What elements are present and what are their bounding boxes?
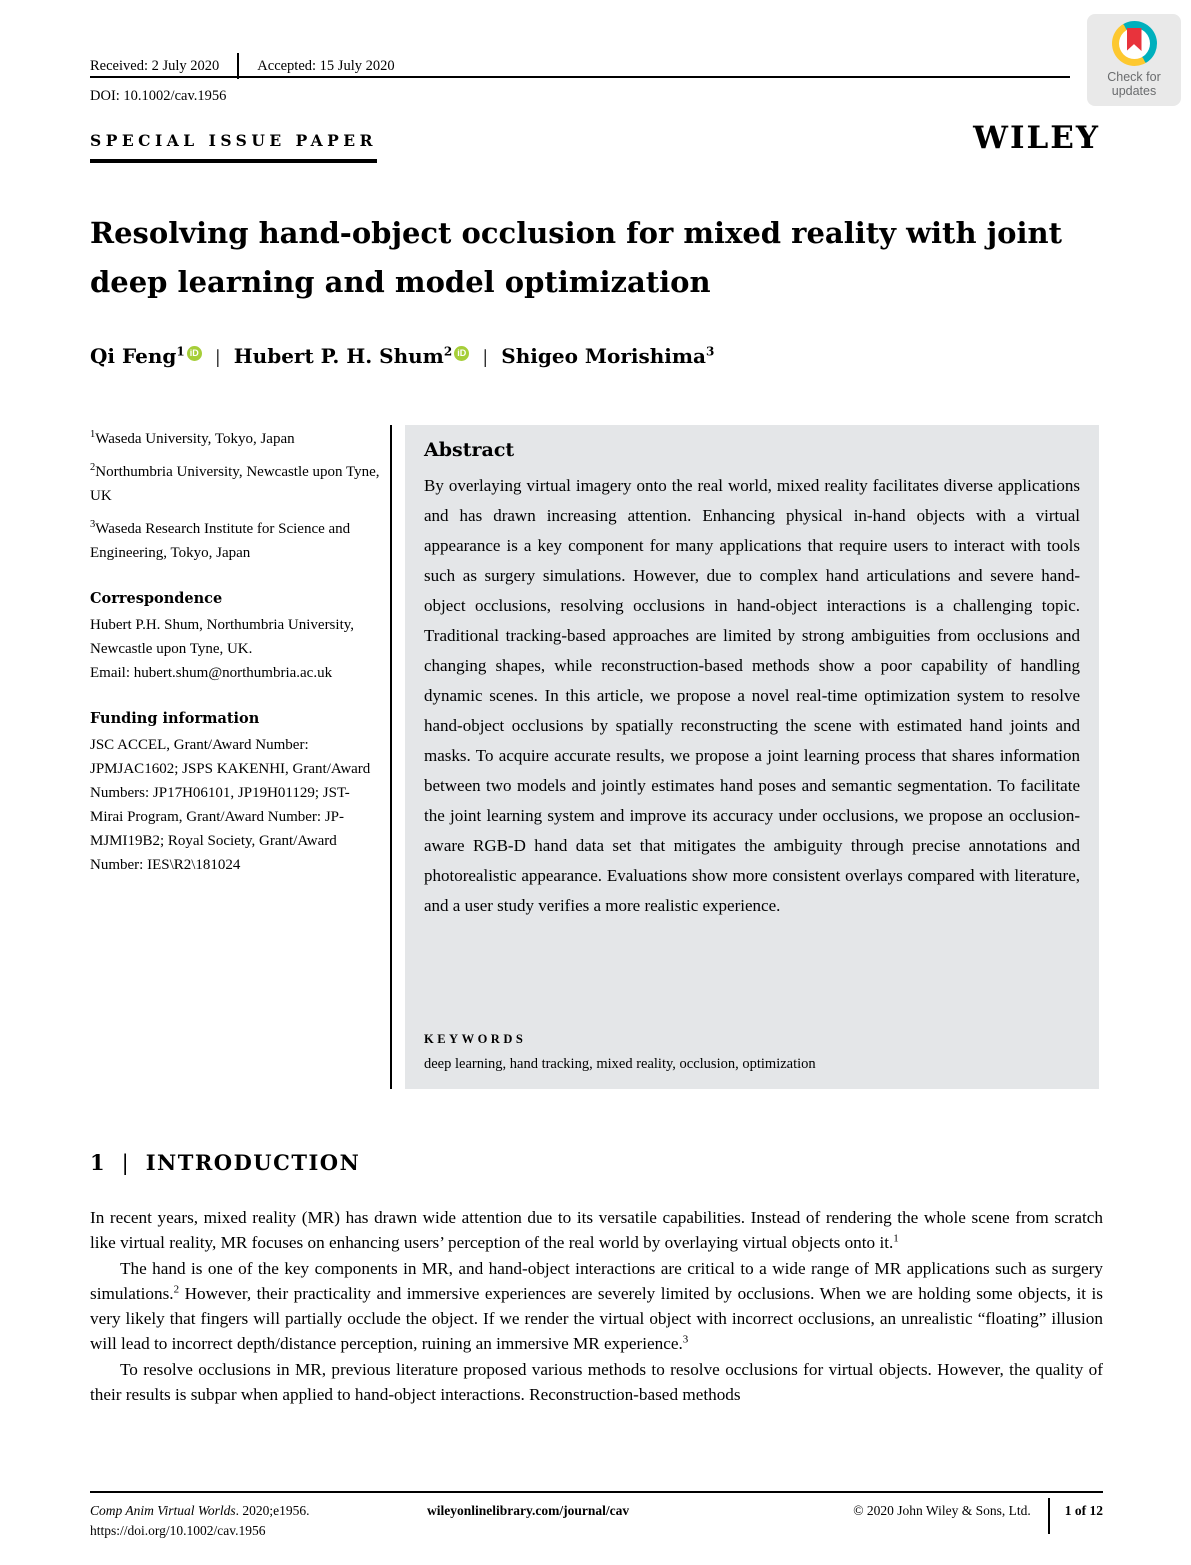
received-date: Received: 2 July 2020 [90, 57, 220, 74]
affiliation-item [90, 456, 382, 508]
section-separator: | [121, 1151, 129, 1175]
correspondence-body: Hubert P.H. Shum, Northumbria University, Newcastle upon Tyne, UK. [90, 617, 355, 657]
affiliation-text: Waseda University, Tokyo, Japan [95, 431, 295, 447]
affiliation-sup: 2 [90, 462, 96, 473]
body-paragraph: In recent years, mixed reality (MR) has drawn wide attention due to its versatile capabilities. Instead of rendering the whole scene from scratch like virtual reality, MR focuses on enhancing users’ perception of the real world by overlaying virtual objects onto it.$^1$ [90, 1208, 1103, 1253]
body-paragraph: The hand is one of the key components in MR, and hand-object interactions are critical to a wide range of MR applications such as surgery simulations.$^2$ However, their practicality and immersive experiences are severely limited by occlusions. When we are holding some objects, it is very likely that fingers will partially occlude the object. If we render the virtual object with incorrect occlusions, an unrealistic “floating” illusion will lead to incorrect depth/distance perception, ruining an immersive MR experience.$^3$ [90, 1258, 1103, 1354]
footer-right [853, 1501, 1103, 1541]
author-separator: | [214, 347, 221, 368]
header-rule [90, 76, 1070, 78]
abstract-body: By overlaying virtual imagery onto the real world, mixed reality facilitates diverse applications and has drawn increasing attention. Enhancing physical in-hand objects with a virtual appearance is a key component for many applications that require users to interact with tools such as surgery simulations. However, due to complex hand articulations and severe hand-object occlusions, resolving occlusions in hand-object interactions is a challenging topic. Traditional tracking-based approaches are limited by strong ambiguities from occlusions and changing shapes, while reconstruction-based methods show a poor capability of handling dynamic scenes. In this article, we propose a novel real-time optimization system to resolve hand-object occlusions by spatially reconstructing the scene with estimated hand joints and masks. To acquire accurate results, we propose a joint learning process that shares information between two models and jointly estimates hand poses and semantic segmentation. To facilitate the joint learning system and improve its accuracy under occlusions, we propose an occlusion-aware RGB-D hand data set that mitigates the ambiguity through precise annotations and photorealistic appearance. Evaluations show more consistent overlays compared with literature, and a user study verifies a more realistic experience. [424, 476, 1080, 915]
section-title: INTRODUCTION [145, 1150, 361, 1175]
author-name: Hubert P. H. Shum [233, 344, 444, 368]
funding-body: JSC ACCEL, Grant/Award Number: JPMJAC1602; JSPS KAKENHI, Grant/Award Numbers: JP17H06101, JP19H01129; JST-Mirai Program, Grant/Award Number: JP-MJMI19B2; Royal Society, Grant/Award Number: IES\R2\181024 [90, 737, 371, 873]
crossmark-icon [1112, 21, 1157, 66]
footer-journal-link[interactable]: wileyonlinelibrary.com/journal/cav [427, 1503, 630, 1518]
author-name: Shigeo Morishima [501, 344, 707, 368]
accepted-date: Accepted: 15 July 2020 [257, 57, 395, 74]
footer-citation-line [90, 1501, 427, 1521]
keywords-heading: KEYWORDS [424, 1032, 527, 1046]
author-affiliation-sup: 3 [706, 344, 715, 359]
author-affiliation-sup: 2 [443, 344, 453, 359]
paper-title: Resolving hand-object occlusion for mixed reality with joint deep learning and model optimization [90, 216, 1062, 299]
page-number: 1 of 12 [1064, 1503, 1103, 1518]
orcid-icon[interactable]: iD [454, 346, 469, 361]
author-name: Qi Feng [90, 344, 177, 368]
footer-citation-rest: . 2020;e1956. [235, 1503, 310, 1518]
correspondence-heading: Correspondence [90, 590, 223, 607]
check-updates-line1: Check for [1107, 70, 1161, 84]
author [90, 344, 202, 368]
affiliation-sup: 1 [90, 429, 96, 440]
authors-row [90, 344, 714, 368]
footer [90, 1501, 1103, 1541]
reference-superscript[interactable]: 3 [682, 1333, 689, 1346]
keywords-block [424, 1032, 1080, 1073]
check-updates-badge[interactable] [1087, 14, 1181, 106]
footer-doi-link[interactable]: https://doi.org/10.1002/cav.1956 [90, 1523, 266, 1538]
reference-superscript[interactable]: 2 [173, 1283, 180, 1296]
footer-journal-name: Comp Anim Virtual Worlds [90, 1503, 236, 1518]
doi[interactable]: DOI: 10.1002/cav.1956 [90, 88, 227, 104]
reference-superscript[interactable]: 1 [893, 1232, 899, 1245]
footer-citation [90, 1501, 427, 1541]
affiliation-text: Northumbria University, Newcastle upon Tyne, UK [90, 464, 380, 504]
affiliation-sup: 3 [90, 519, 96, 530]
footer-copyright: © 2020 John Wiley & Sons, Ltd. [853, 1503, 1031, 1518]
abstract-heading: Abstract [424, 439, 515, 461]
column-divider [390, 425, 392, 1089]
funding-heading: Funding information [90, 710, 260, 727]
correspondence-email[interactable]: Email: hubert.shum@northumbria.ac.uk [90, 665, 333, 681]
introduction-body [90, 1205, 1103, 1407]
author-separator: | [482, 347, 489, 368]
author [234, 344, 469, 368]
check-updates-label [1107, 70, 1161, 98]
check-updates-line2: updates [1111, 84, 1157, 98]
keywords-list: deep learning, hand tracking, mixed reality, occlusion, optimization [424, 1056, 816, 1072]
body-paragraph: To resolve occlusions in MR, previous literature proposed various methods to resolve occlusions for virtual objects. However, the quality of their results is subpar when applied to hand-object interactions. Reconstruction-based methods [90, 1359, 1103, 1405]
affiliations-list [90, 423, 382, 565]
author [501, 344, 714, 368]
footer-page-separator [1048, 1498, 1050, 1534]
author-affiliation-sup: 1 [176, 344, 185, 359]
sidebar [90, 423, 382, 877]
section-number: 1 [90, 1150, 105, 1175]
article-type: SPECIAL ISSUE PAPER [90, 131, 377, 163]
affiliation-item [90, 513, 382, 565]
wiley-logo: WILEY [973, 120, 1100, 156]
abstract-box [405, 425, 1099, 1089]
affiliation-item [90, 423, 382, 451]
footer-rule [90, 1491, 1103, 1493]
orcid-icon[interactable]: iD [187, 346, 202, 361]
section-heading [90, 1150, 360, 1175]
affiliation-text: Waseda Research Institute for Science and Engineering, Tokyo, Japan [90, 521, 351, 561]
